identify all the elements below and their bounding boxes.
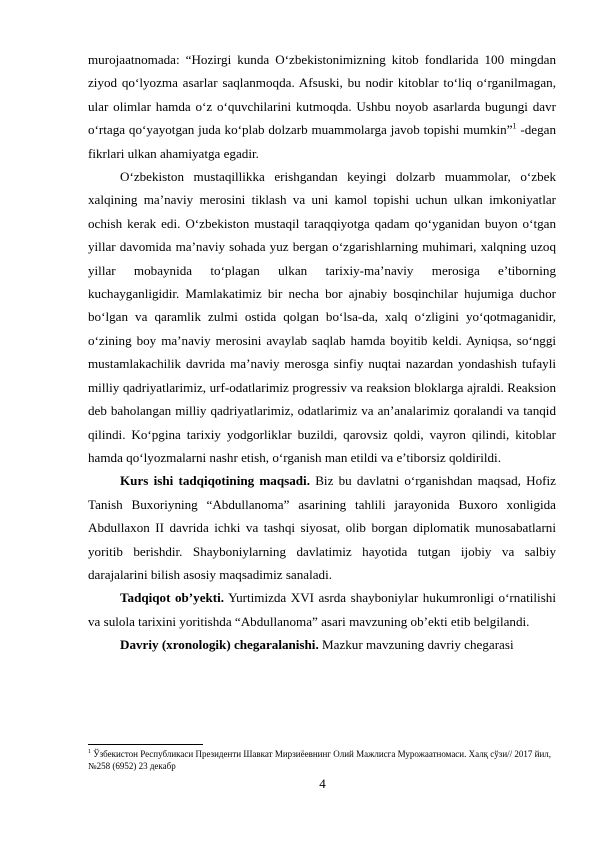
footnote	[88, 748, 556, 772]
section-lead-chronology: Davriy (xronologik) chegaralanishi.	[120, 637, 319, 653]
page-number: 4	[319, 776, 326, 791]
paragraph-text: Biz bu davlatni o‘rganishdan maqsad, Hofiz Tanish Buxoriyning “Abdullanoma” asarining tahlili jarayonida Buxoro xonligida Abdullaxon II davrida ichki va tashqi siyosat, olib borgan diplomatik munosabatlarni yoritib berishdir. Shayboniylarning davlatimiz hayotida tutgan ijobiy va salbiy darajalarini bilish asosiy maqsadimiz sanaladi.	[88, 473, 556, 582]
paragraph-murojaatnoma	[88, 48, 556, 165]
paragraph-text: Yurtimizda XVI asrda shayboniylar hukumronligi o‘rnatilishi va sulola tarixini yoritishda “Abdullanoma” asari mavzuning ob’ekti etib belgilandi.	[88, 590, 556, 629]
footnote-marker: 1	[88, 749, 91, 755]
paragraph-text: O‘zbekiston mustaqillikka erishgandan keyingi dolzarb muammolar, o‘zbek xalqining ma’naviy merosini tiklash va uni kamol topishi uchun ulkan imkoniyatlar ochish kerak edi. O‘zbekiston mustaqil taraqqiyotga qadam qo‘yganidan buyon o‘tgan yillar davomida ma’naviy sohada yuz bergan o‘zgarishlarning muhimari, xalqning uzoq yillar mobaynida to‘plagan ulkan tarixiy-ma’naviy merosiga e’tiborning kuchayganligidir. Mamlakatimiz bir necha bor ajnabiy bosqinchilar hujumiga duchor bo‘lgan va qaramlik zulmi ostida qolgan bo‘lsa-da, xalq o‘zligini yo‘qotmaganidir, o‘zining boy ma’naviy merosini avaylab saqlab hamda boyitib keldi. Ayniqsa, so‘nggi mustamlakachilik davrida ma’naviy merosga sinfiy nuqtai nazardan yondashish tufayli milliy qadriyatlarimiz, urf-odatlarimiz progressiv va reaksion bloklarga ajraldi. Reaksion deb baholangan milliy qadriyatlarimiz, odatlarimiz va an’analarimiz qoralandi va tanqid qilindi. Ko‘pgina tarixiy yodgorliklar buzildi, qarovsiz qoldi, vayron qilindi, kitoblar hamda qo‘lyozmalarni nashr etish, o‘rganish man etildi va e’tiborsiz qoldirildi.	[88, 169, 556, 465]
paragraph-text: Mazkur mavzuning davriy chegarasi	[318, 637, 514, 653]
paragraph-chronology	[88, 633, 556, 656]
paragraph-text: murojaatnomada: “Hozirgi kunda O‘zbekistonimizning kitob fondlarida 100 mingdan ziyod qo‘lyozma asarlar saqlanmoqda. Afsuski, bu nodir kitoblar to‘liq o‘rganilmagan, ular olimlar hamda o‘z o‘quvchilarini kutmoqda. Ushbu noyob asarlarda bugungi davr o‘rtaga qo‘yayotgan juda ko‘plab dolzarb muammolarga javob topishi mumkin”	[88, 52, 556, 138]
paragraph-research-goal	[88, 469, 556, 586]
paragraph-mustaqillik	[88, 165, 556, 469]
paragraph-text-tail: -degan fikrlari ulkan ahamiyatga egadir.	[88, 122, 556, 161]
section-lead-object: Tadqiqot ob’yekti.	[120, 590, 225, 606]
footnote-divider	[88, 744, 203, 745]
footnote-text: Ўзбекистон Республикаси Президенти Шавкат Мирзиёевнинг Олий Мажлисга Мурожаатномаси. Халқ сўзи// 2017 йил, №258 (6952) 23 декабр	[88, 749, 552, 771]
footnote-reference[interactable]: 1	[512, 121, 517, 131]
section-lead-goal: Kurs ishi tadqiqotining maqsadi.	[120, 473, 310, 489]
paragraph-research-object	[88, 586, 556, 633]
document-body	[88, 48, 556, 657]
